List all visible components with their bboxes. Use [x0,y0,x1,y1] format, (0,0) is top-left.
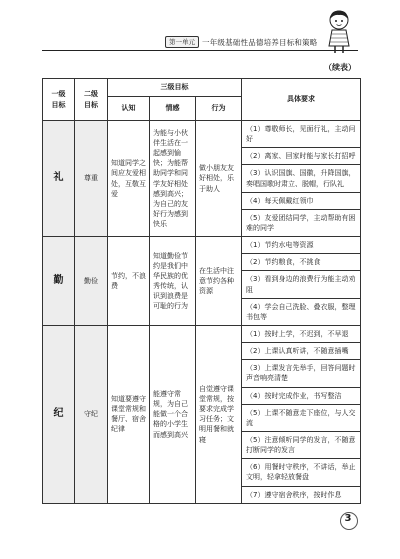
row-behavior: 在生活中注意节约各种资源 [196,237,242,326]
unit-badge: 第一单元 [165,36,199,48]
row-level1: 纪 [43,325,75,503]
requirement-item: （5）上课不随意走下座位，与人交流 [242,405,360,432]
row-emotion: 知道勤俭节约是我们中华民族的优秀传统，认识到浪费是可耻的行为 [150,237,196,326]
row-cognition: 节约，不浪费 [108,237,150,326]
row-behavior: 自觉遵守课堂常规，按要求完成学习任务；文明用餐和就寝 [196,325,242,503]
requirement-item: （4）按时完成作业，书写整洁 [242,388,360,405]
requirement-item: （4）每天佩戴红领巾 [242,193,360,210]
table-row [43,325,361,503]
row-level2: 守纪 [75,325,108,503]
table-row [43,121,361,237]
requirement-item: （7）遵守宿舍秩序，按时作息 [246,490,342,499]
header-level2: 二级 目标 [75,79,108,121]
requirement-item: （1）按时上学，不迟到，不早退 [242,326,360,343]
row-emotion: 为能与小伙伴生活在一起感到愉快；为能帮助同学和同学友好相处感到高兴；为自己的友好行为感到快乐 [150,121,196,237]
header-behavior: 行为 [196,97,242,121]
header-title: 一年级基础性品德培养目标和策略 [202,37,318,47]
row-level1: 礼 [43,121,75,237]
row-requirements [242,237,361,326]
header-cognition: 认知 [108,97,150,121]
requirement-item: （3）看到身边的浪费行为能主动劝阻 [242,271,360,298]
row-cognition: 知道同学之间应友爱相处，互敬互爱 [108,121,150,237]
requirement-item: （1）节约水电等资源 [242,237,360,254]
header-level1: 一级 目标 [43,79,75,121]
goals-table [42,78,361,504]
row-requirements [242,325,361,503]
row-cognition: 知道要遵守课堂常规和餐厅、宿舍纪律 [108,325,150,503]
requirement-item: （2）上课认真听讲，不随意插嘴 [242,343,360,360]
row-level2: 勤俭 [75,237,108,326]
requirement-item: （3）上课发言先举手，回答问题时声音响亮清楚 [242,360,360,387]
table-row [43,237,361,326]
row-level1: 勤 [43,237,75,326]
requirement-item: （6）用餐时守秩序，不讲话，举止文明，轻拿轻放餐盘 [242,459,360,486]
row-emotion: 能遵守常规，为自己能做一个合格的小学生而感到高兴 [150,325,196,503]
row-level2: 尊重 [75,121,108,237]
mascot-illustration [322,8,356,54]
requirement-item: （2）节约粮食，不挑食 [242,254,360,271]
row-behavior: 做小朋友友好相处，乐于助人 [196,121,242,237]
header-emotion: 情感 [150,97,196,121]
requirement-item: （3）认识国旗、国徽，升降国旗，奏唱国歌时肃立、脱帽，行队礼 [242,165,360,192]
requirement-item: （5）注意倾听同学的发言，不随意打断同学的发言 [242,432,360,459]
header-requirements: 具体要求 [242,79,361,121]
row-requirements [242,121,361,237]
requirement-item: （1）尊敬师长，见面行礼，主动问好 [242,121,360,148]
header-rule [42,50,358,51]
requirement-item: （4）学会自己洗脸、叠衣服，整理书包等 [246,302,356,321]
header-level3: 三级目标 [108,79,242,97]
continued-label: （续表） [324,63,356,72]
page-number: 3 [338,510,358,532]
requirement-item: （5）友爱团结同学，主动帮助有困难的同学 [246,213,356,232]
requirement-item: （2）离家、回家时能与家长打招呼 [242,148,360,165]
